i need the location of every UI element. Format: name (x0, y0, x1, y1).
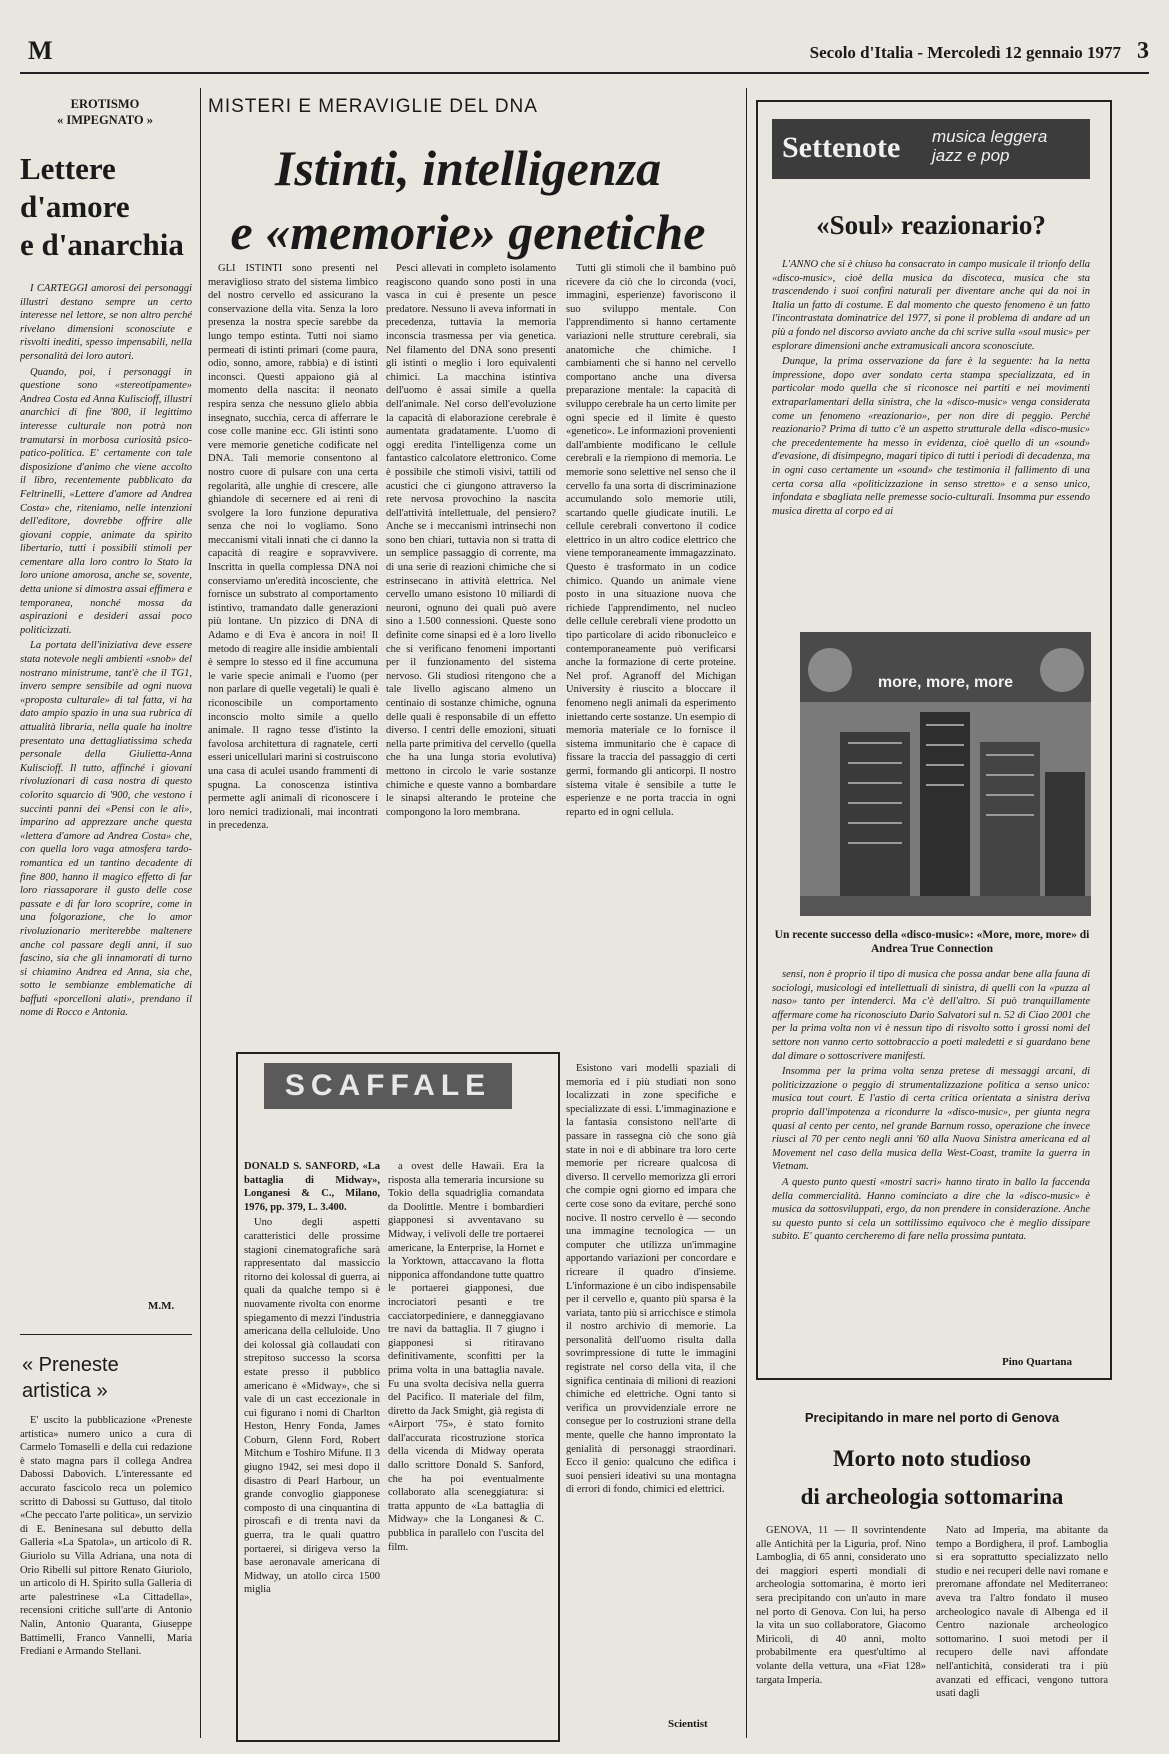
left-paragraph: La portata dell'iniziativa deve essere stata notevole negli ambienti «snob» del nostrano ministrume, tant'è che il TG1, invero sempre sensibile ad ogni nuova «proposta culturale» di tal fatta, vi ha dato ampio spazio in una sua rubrica di attualità libraria, nella quale ha inoltre presentato una dettagliatissima scheda personale della Giulietta-Anna Kuliscioff. Il tutto, affinché i giovani rivoluzionari di casa nostra di questo colorito squarcio di '900, che vestono i succinti panni dei «Pensi con le ali», imparino ad apprezzare anche questa «lettera d'amore ad Andrea Costa» che, con quella loro vaga atmosfera tardo-romantica ed un tantino decadente di fine 800, hanno il magico effetto di far loro riassaporare il gusto delle cose passate e di far loro scoprire, come in una folgorazione, che lo amor rivoluzionario meriterebbe maltenere anche col passare degli anni, il suo fascino, sia che gli innamorati di turno si chiamino Andrea ed Anna, sia che, sotto le sembianze emblematiche di baffuti «porcelloni alati», prendano il nome di Rocco e Antonia. (20, 640, 192, 1019)
genova-headline (752, 1440, 1112, 1516)
left-kicker-line2: « IMPEGNATO » (56, 113, 154, 127)
left-headline (20, 150, 200, 264)
preneste-body (20, 1414, 192, 1738)
settenote-title: Settenote (782, 131, 901, 164)
soul-body-bottom (772, 968, 1090, 1350)
main-kicker: MISTERI E MERAVIGLIE DEL DNA (208, 96, 538, 117)
main-column-1 (208, 262, 378, 1062)
column-rule-right (746, 88, 747, 1738)
left-kicker (20, 96, 190, 128)
scaffale-column-2 (388, 1160, 544, 1730)
left-paragraph: Quando, poi, i personaggi in questione sono «stereotipamente» Andrea Costa ed Anna Kuliscioff, illustri anarchici di fine '800, il legittimo interesse culturale non potrà non tramutarsi in morbosa curiosità psico-patico-politica. E' certamente con tale disposizione d'animo che viene accolto il libro, recentemente pubblicato da Feltrinelli, «Lettere d'amore ad Andrea Costa» che, riteniamo, nelle intenzioni dell'editore, dovrebbe offrire alle giovani coppie, animate da spirito libertario, tutti i possibili stimoli per cementare alla loro contro lo Stato la loro unione amorosa, anche se, sovente, detta unione si dimostra assai effimera e temporanea, nonché mossa da aspirazioni e desideri assai poco politicizzati. (20, 366, 192, 636)
preneste-paragraph: E' uscito la pubblicazione «Preneste artistica» numero unico a cura di Carmelo Tomaselli e della cui redazione è stato magna pars il collega Andrea Dabossi Dabovich. L'interessante ed accurato fascicolo reca un polemico scritto di Dabossi su Guttuso, dal titolo «Che peccato l'arte politica», un servizio di E. Beninesana sul debutto della Galleria «La Spatola», un articolo di R. Giuriolo su Villa Adriana, una nota di Orio Ribelli sul pittore Renato Giuriolo, un articolo di H. Spirito sulla Galleria di arte palestrinese «La Cittadella», recensioni critiche sull'arte di Antonio Nalin, Antonio Quaranta, Giuseppe Battimelli, Franco Vannelli, Maria Frediani e Armando Stellani. (20, 1415, 192, 1658)
settenote-subtitle (932, 127, 1047, 165)
left-article-body (20, 282, 192, 1282)
main-column-3-continued (566, 1062, 736, 1716)
scaffale-banner: SCAFFALE (264, 1063, 512, 1109)
main-signature: Scientist (668, 1718, 708, 1730)
soul-paragraph: L'ANNO che si è chiuso ha consacrato in campo musicale il trionfo della «disco-music», cioè della musica da discoteca, musica che sta trascendendo i suoi confini naturali per diventare anche qui da noi in Italia un fatto di costume. E dal momento che questo fenomeno è un fatto l'incontrastata dominatrice del 1977, si pone il problema di andare ad un più a fondo nel discorso avviato anche da chi scrive sulla «soul music» per esplorare dimensioni anche extramusicali ancora sconosciute. (772, 259, 1090, 352)
main-headline (208, 136, 728, 264)
main-headline-line1: Istinti, intelligenza (274, 140, 662, 196)
header-rule (20, 72, 1149, 74)
scaffale-book-info: DONALD S. SANFORD, «La battaglia di Midway», Longanesi & C., Milano, 1976, pp. 379, L. 3.400. (244, 1161, 380, 1213)
soul-headline: «Soul» reazionario? (816, 210, 1046, 240)
masthead-date: Secolo d'Italia - Mercoledì 12 gennaio 1977 (809, 43, 1121, 62)
genova-headline-line2: di archeologia sottomarina (800, 1484, 1064, 1509)
preneste-title (22, 1352, 192, 1404)
genova-kicker: Precipitando in mare nel porto di Genova (804, 1410, 1060, 1425)
main-paragraph: Tutti gli stimoli che il bambino può ricevere da ciò che lo circonda (voci, immagini, esperienze) favoriscono il suo sviluppo mentale. Con l'apprendimento si hanno certamente variazioni nelle strutture cerebrali, sia anatomiche che chimiche. I cambiamenti che si hanno nel cervello comportano anche una diversa preparazione mentale: la capacità di sviluppo cerebrale ha un certo limite per ogni specie ed il limite è questo «genetico». Le informazioni provenienti dall'ambiente modificano le cellule cerebrali e la riempiono di memoria. Le memorie sono selettive nel senso che il cervello fa una sorta di discriminazione accumulando solo memorie utili, scartando quelle giudicate inutili. Le cellule cerebrali convertono il codice elettrico in un altro codice elettrico che viene temporaneamente immagazzinato. Questo è trasformato in un codice chimico. Quando un animale viene posto in una situazione nuova che richiede l'apprendimento, nel nucleo delle cellule cerebrali viene prodotto un tipo particolare di acido ribonucleico e contemporaneamente può verificarsi anche la formazione di certe proteine. Nel prof. Agranoff del Michigan University è riuscito a bloccare il fenomeno negli animali da esperimento iniettando certe sostanze. Un esempio di memoria materiale ce lo fornisce il sistema immunitario che è capace di fissare la traccia del passaggio di certi germi, formando gli anticorpi. Il nostro sistema vitale è sensibile a tutte le esperienze e ne porta traccia in ogni reparto ed in ogni cellula. (566, 263, 736, 818)
settenote-subtitle-line2: jazz e pop (932, 146, 1010, 165)
soul-signature: Pino Quartana (1002, 1356, 1072, 1368)
logo-mark: M (28, 36, 53, 65)
soul-paragraph: Dunque, la prima osservazione da fare è la seguente: ha la netta impressione, dopo aver sondato certa stampa specializzata, ed in particolar modo quella che si riconosce nei partiti e nei movimenti extraparlamentari della sinistra, che la «disco-music» venga considerata come un fenomeno «reazionario», per non dire di peggio. Perché reazionario? Prima di tutto c'è un aspetto strutturale della «disco-music» che precedentemente ha messo in evidenza, cioè quello di un «sound» d'evasione, di disimpegno, magari tipico di tutti i periodi di decadenza, ma in ogni caso certamente un «sound» che testimonia il fallimento di una certa corsa alla «politicizzazione in senso stretto» e a senso unico, infondata e sbagliata nelle premesse socio-culturali. Insomma pur essendo musica diretta al corpo ed ai (772, 356, 1090, 517)
column-rule-left (200, 88, 201, 1738)
main-paragraph: GLI ISTINTI sono presenti nel meraviglioso strato del sistema limbico del nostro cervello ed assicurano la conservazione della vita. Senza la loro presenza la nostra specie sarebbe da lungo tempo estinta. Tutti noi siamo permeati di istinti primari (come paura, odio, sonno, amore, rabbia) e di istinti inconsci. Questi appaiono già al momento della nascita: il neonato respira senza che nessuno glielo abbia insegnato, succhia, cerca di afferrare le cose colle manine ecc. Gli istinti sono vere memorie genetiche codificate nel DNA. Tali memorie consentono al nostro cuore di pulsare con una certa regolarità, alle unghie di crescere, alle ghiandole di secernere ed ai reni di svolgere la loro funzione depurativa senza che noi lo vogliamo. Sono meccanismi vitali innati che ci danno la capacità di reagire e sopravvivere. Inscritta in quella complessa DNA noi conserviamo un'eredità incosciente, che fornisce un substrato al comportamento istintivo, tramandato dalle generazioni più lontane. Un pizzico di DNA di Adamo e di Eva è ancora in noi! Il metodo di reagire alle insidie ambientali è sempre lo stesso ed il fine accumuna le varie specie animali e l'uomo (per non parlare di quelle vegetali) le quali è riconoscibile un comportamento inconscio molto simile a quello animale. Il ragno tesse d'istinto la favolosa architettura di ragnatele, certi esseri unicellulari marini si costruiscono una casa di aculei usando frammenti di spugna. La conoscenza istintiva permette agli animali di riconoscere i loro nemici tradizionali, mai incontrati in precedenza. (208, 263, 378, 832)
settenote-banner (772, 119, 1090, 179)
scaffale-paragraph: a ovest delle Hawaii. Era la risposta alla temeraria incursione su Tokio della squadriglia comandata da Doolittle. Mentre i bombardieri giapponesi si avventavano su Midway, i velivoli delle tre portaerei americane, la Enterprise, la Hornet e la Yorktown, attaccavano la flotta nipponica affondandone tutte quattro le portaerei giapponesi, due incrociatori pesanti e tre cacciatorpediniere, e danneggiavano tre navi da battaglia. Il 7 giugno i giapponesi si ritiravano definitivamente, sconfitti per la prima volta in una battaglia navale. Fu una svolta decisiva nella guerra del Pacifico. Il materiale del film, diretto da Jack Smight, già regista di «Airport '75», è stato fornito dall'accurata ricostruzione storica della vicenda di Midway operata dallo scrittore Donald S. Sanford, che ha poi eventualmente collaborato alla sceneggiatura: si tratta appunto de «La battaglia di Midway» che la Longanesi & C. pubblica in parallelo con l'uscita del film. (388, 1161, 544, 1553)
left-headline-line3: e d'anarchia (20, 227, 184, 262)
genova-paragraph: Nato ad Imperia, ma abitante da tempo a Bordighera, il prof. Lamboglia si era soprattutto specializzato nello studio e nei recuperi delle navi romane e preromane affondate nel Mediterraneo: aveva tra l'altro fondato il museo archeologico navale di Albenga ed il Centro nazionale archeologico sottomarino. I suoi metodi per il recupero delle navi affondate nell'antichità, considerati tra i più avanzati ed efficaci, vengono tuttora usati dagli (936, 1525, 1108, 1700)
soul-paragraph: sensi, non è proprio il tipo di musica che possa andar bene alla fauna di sociologi, musicologi ed intellettuali di sinistra, di quelli con la «puzza al naso» tanto per intenderci. Ma c'è dell'altro. Si può tranquillamente affermare come ha riconosciuto Dario Salvatori sul n. 52 di Ciao 2001 che per la prima volta non vi è nessun tipo di risvolto sotto i grossi nomi del settore non vanno certo sottobraccio a poeti maledetti e si guardano bene dal dimare o sottoscrivere manifesti. (772, 969, 1090, 1062)
main-paragraph: Pesci allevati in completo isolamento reagiscono quando sono posti in una vasca in cui è presente un pesce predatore. Nessuno li aveva informati in precedenza, tuttavia la memoria inconscia trasmessa per via genetica. Nel filamento del DNA sono presenti gli istinti o meglio i loro equivalenti chimici. La macchina istintiva dell'uomo è assai simile a quella dell'animale. Nel corso dell'evoluzione la capacità di elaborazione cerebrale è aumentata gradatamente. L'uomo di oggi eredita l'intelligenza come un fantastico calcolatore elettronico. Come è possibile che stimoli visivi, tattili od acustici che ci giungono attraverso la rete nervosa provochino la nascita dell'attività intellettuale, del pensiero? Anche se i meccanismi intrinsechi non sono ben chiari, tuttavia non si tratta di un semplice passaggio di corrente, ma di una serie di reazioni chimiche che si estrinsecano in attività elettrica. Nel cervello umano esistono 10 miliardi di neuroni, ognuno dei quali può avere sino a 1.500 connessioni. Queste sono definite come sinapsi ed è a loro livello che si verificano fenomeni importanti per il funzionamento del sistema nervoso. Gli studiosi ritengono che a tale livello agiscano almeno un centinaio di sostanze chimiche, ognuna delle quali è responsabile di un effetto diverso. I centri delle emozioni, situati nella parte primitiva del cervello (quella che ha una lunga storia evolutiva) mettono in circolo le varie sostanze chimiche e queste vanno a bombardare le sinapsi alterando le proteine che compongono la loro membrana. (386, 263, 556, 818)
left-kicker-line1: EROTISMO (70, 97, 140, 111)
scaffale-paragraph: Uno degli aspetti caratteristici delle prossime stagioni cinematografiche sarà rappresentato dal massiccio ritorno dei kolossal di guerra, ai quali da qualche tempo si è nuovamente rivolta con enorme spiegamento di mezzi l'industria americana della celluloide. Uno dei kolossal già collaudati con strepitoso successo la scorsa estate presso il pubblico americano è «Midway», che si vale di un cast eccezionale in cui figurano i nomi di Charlton Heston, Henry Fonda, James Coburn, Glenn Ford, Robert Mitchum e Toshiro Mifune. Il 3 giugno 1942, sei mesi dopo il disastro di Pearl Harbour, un grande convoglio giapponese composto di una cinquantina di piroscafi e di trenta navi da guerra, tra le quali quattro portaerei, si dirigeva verso la base aeronavale americana di Midway, un atollo circa 1500 miglia (244, 1217, 380, 1596)
genova-headline-line1: Morto noto studioso (832, 1446, 1032, 1471)
masthead (810, 38, 1149, 65)
left-headline-line2: d'amore (20, 189, 130, 224)
left-headline-line1: Lettere (20, 151, 116, 186)
soul-body-top (772, 258, 1090, 624)
photo-title-text: more, more, more (877, 674, 1014, 691)
main-paragraph: Esistono vari modelli spaziali di memoria ed i più studiati non sono localizzati in zone specifiche e specializzate di essi. L'immaginazione e la fantasia consistono nell'arte di passare in rassegna ciò che sono già state in noi e di abbinare tra loro certe memorie per ricreare qualcosa di diverso. Il cervello memorizza gli errori che compie ogni giorno ed impara che certe cose sono da evitare, perché sono nocive. Il nostro cervello è — secondo una immagine tecnologica — un computer che utilizza un'immagine apportando variazioni per concordare e ricreare il quadro d'insieme. L'informazione è un cibo indispensabile per il cervello e, quanto più sparsa è la variata, tanto più si arricchisce e stimola il nostro archivio di memorie. La personalità dell'uomo risulta dalla sovrimpressione di tutte le immagini registrate nel corso della vita, il che significa centinaia di milioni di reazioni chimiche ed elettriche. Ogni tanto si verifica un provvidenziale errore ne consegue per lo costruzioni strane della mente, quelle che hanno improntato la genialità di personaggi straordinari. Ecco il genio: qualcuno che edifica i suoi pensieri ideativi su una montagna di errori di fondo, chimici ed elettrici. (566, 1063, 736, 1496)
genova-paragraph: GENOVA, 11 — Il sovrintendente alle Antichità per la Liguria, prof. Nino Lamboglia, di 65 anni, considerato uno dei maggiori esperti mondiali di archeologia sottomarina, è morto ieri sera precipitando con un'auto in mare nel porto di Genova. Con lui, ha perso la vita un suo collaboratore, Giacomo Miricoli, di 40 anni, molto probabilmente era quest'ultimo al volante della vettura, una «Fiat 128» targata Imperia. (756, 1525, 926, 1686)
main-column-3 (566, 262, 736, 1058)
page-number: 3 (1137, 38, 1149, 64)
settenote-subtitle-line1: musica leggera (932, 127, 1048, 146)
soul-paragraph: A questo punto questi «mostri sacri» hanno tirato in ballo la faccenda della commercialità. Hanno cominciato a dire che la «disco-music» è musica da sottosviluppati, ergo, da non prendere in considerazione. Anche su questo punto si cela un sottilissimo equivoco che è meglio dissipare subito. E' quanto cercheremo di fare nella prossima puntata. (772, 1176, 1090, 1243)
scaffale-column-1 (244, 1160, 380, 1730)
preneste-title-line2: artistica » (22, 1380, 108, 1402)
main-column-2 (386, 262, 556, 1062)
left-divider (20, 1334, 192, 1335)
soul-paragraph: Insomma per la prima volta senza pretese di messaggi arcani, di politicizzazione o peggio di strumentalizzazione politica a senso unico: musica tout court. E l'astio di certa critica orientata a sinistra deriva proprio dall'impotenza a ricondurre la «disco-music», per giunta negra quasi al cento per cento, nel grande Barnum rosso, operazione che invece riuscì al 70 per cento negli anni '60 alla Nuova Sinistra americana ed al Movement nel caso della musica della West-Coast, tramite la guerra in Vietnam. (772, 1066, 1090, 1173)
genova-column-1 (756, 1524, 926, 1738)
photo-caption: Un recente successo della «disco-music»: «More, more, more» di Andrea True Connection (774, 929, 1090, 955)
preneste-title-line1: « Preneste (22, 1354, 119, 1376)
left-signature: M.M. (148, 1300, 175, 1312)
disco-photo (800, 632, 1091, 916)
left-paragraph: I CARTEGGI amorosi dei personaggi illustri destano sempre un certo interesse nel lettore, se non altro perché rivelano dimensioni sconosciute e risvolti inediti, spesso impensabili, nella personalità dei loro autori. (20, 283, 192, 362)
genova-column-2 (936, 1524, 1108, 1738)
main-headline-line2: e «memorie» genetiche (230, 204, 706, 260)
